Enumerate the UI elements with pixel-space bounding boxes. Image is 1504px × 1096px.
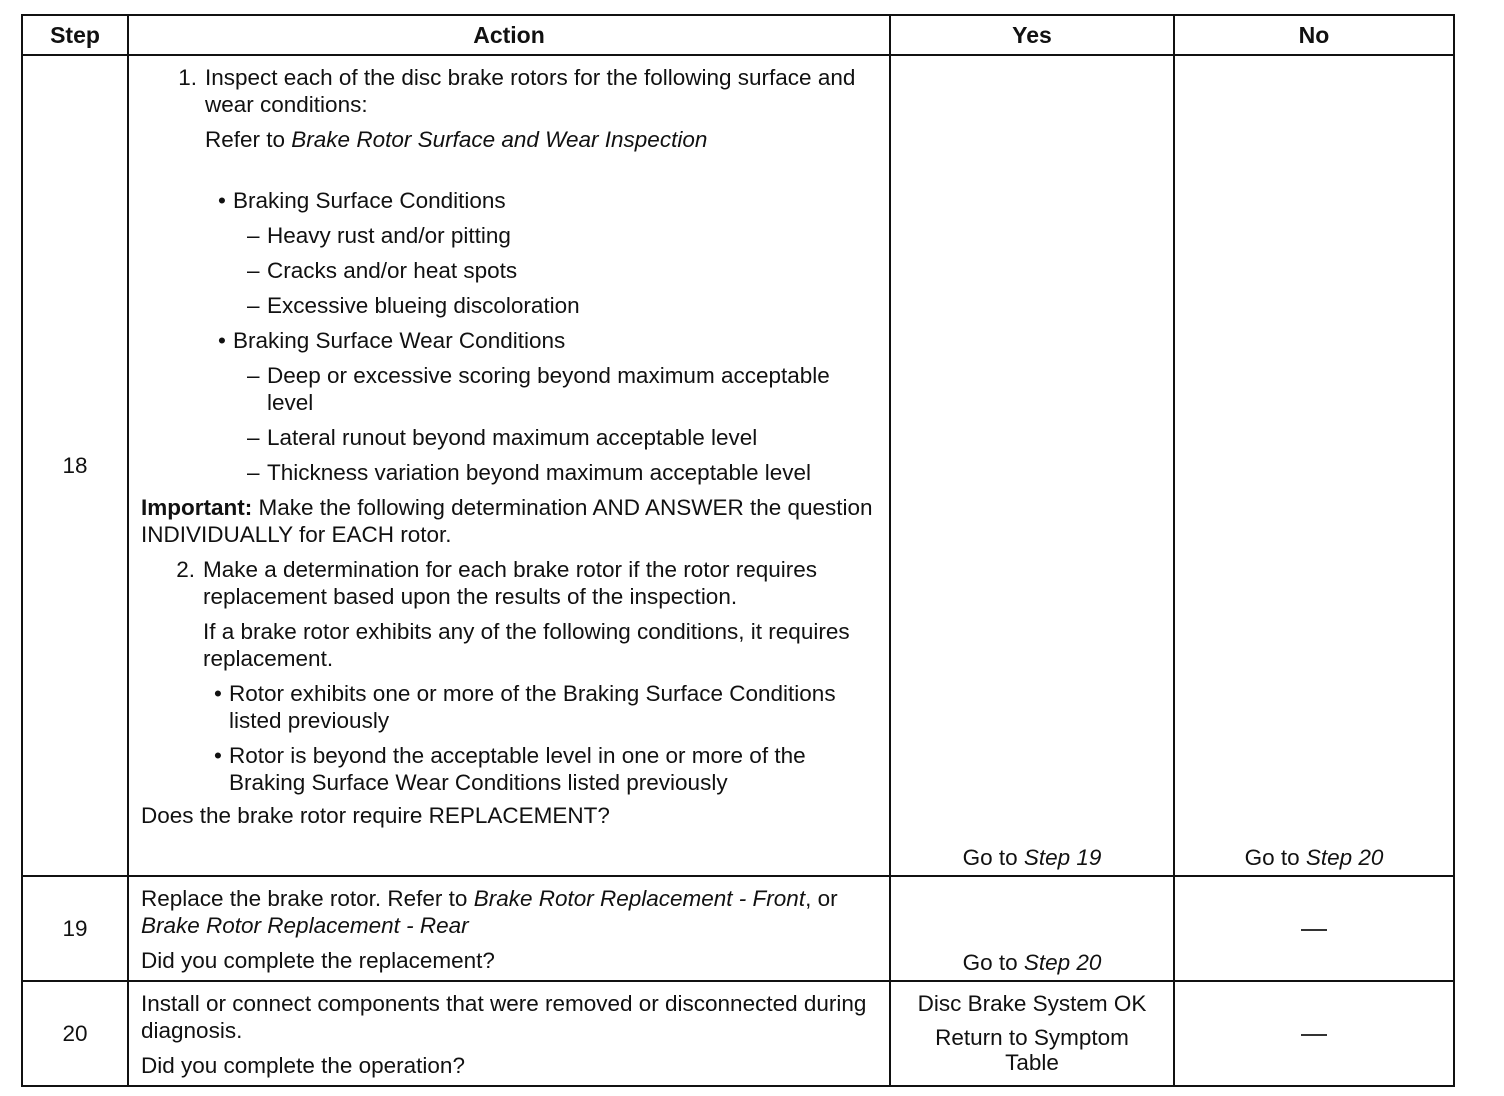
- bullet-icon: •: [214, 681, 222, 706]
- yes-cell: Go to Step 19: [890, 55, 1174, 876]
- question: Does the brake rotor require REPLACEMENT?: [141, 803, 610, 828]
- question: Did you complete the operation?: [141, 1053, 465, 1078]
- rear-rotor-replacement-link[interactable]: Brake Rotor Replacement - Rear: [141, 913, 469, 938]
- bullet-icon: •: [218, 328, 226, 353]
- header-action: Action: [128, 15, 890, 55]
- yes-cell: [890, 981, 1174, 1086]
- item-text: Make a determination for each brake rotor if the rotor requires replacement based upon the results of the inspection.: [203, 557, 818, 609]
- yes-cell: Go to Step 20: [890, 876, 1174, 981]
- no-cell: Go to Step 20: [1174, 55, 1454, 876]
- bullet-item: • Braking Surface Conditions: [211, 187, 879, 214]
- step-18-row: [22, 55, 1454, 876]
- sub-item: – Heavy rust and/or pitting: [247, 223, 511, 248]
- important-note: Important: Make the following determination AND ANSWER the question INDIVIDUALLY for EACH rotor.: [141, 495, 873, 547]
- dash-icon: –: [247, 223, 260, 248]
- sub-item: – Thickness variation beyond maximum acceptable level: [247, 460, 812, 485]
- question: Did you complete the replacement?: [141, 948, 495, 973]
- header-step: Step: [22, 15, 128, 55]
- bullet-icon: •: [214, 743, 222, 768]
- go-to-step-20-link[interactable]: Step 20: [1305, 845, 1384, 870]
- item-number: 1.: [178, 65, 197, 90]
- header-yes: Yes: [890, 15, 1174, 55]
- go-to-step-19-link[interactable]: Step 19: [1023, 845, 1102, 870]
- item-text: Inspect each of the disc brake rotors for the following surface and wear conditions:: [205, 65, 856, 117]
- reference-line: Refer to Brake Rotor Surface and Wear Inspection: [205, 127, 708, 152]
- no-cell: [1174, 876, 1454, 981]
- bullet-item: • Braking Surface Wear Conditions: [211, 327, 879, 354]
- sub-item: – Lateral runout beyond maximum acceptable level: [247, 425, 758, 450]
- numbered-item-2: [161, 556, 879, 796]
- header-row: [22, 15, 1454, 55]
- dash-icon: –: [247, 258, 260, 283]
- bullet-item: • Rotor is beyond the acceptable level in one or more of the Braking Surface Wear Conditions listed previously: [207, 742, 879, 796]
- reference-link[interactable]: Brake Rotor Surface and Wear Inspection: [291, 127, 708, 152]
- item-number: 2.: [176, 557, 195, 582]
- step-number: 20: [22, 981, 128, 1086]
- step-number: 19: [22, 876, 128, 981]
- sub-item: – Excessive blueing discoloration: [247, 293, 580, 318]
- go-to-step-20-link[interactable]: Step 20: [1023, 950, 1102, 975]
- condition-text: If a brake rotor exhibits any of the following conditions, it requires replacement.: [203, 619, 850, 671]
- step-20-row: [22, 981, 1454, 1086]
- bullet-icon: •: [218, 188, 226, 213]
- dash-icon: –: [247, 363, 260, 388]
- return-to-symptom-table-link[interactable]: Return to Symptom Table: [935, 1025, 1129, 1075]
- system-ok-text: Disc Brake System OK: [917, 991, 1147, 1016]
- no-cell: [1174, 981, 1454, 1086]
- dash-icon: –: [247, 460, 260, 485]
- front-rotor-replacement-link[interactable]: Brake Rotor Replacement - Front: [473, 886, 806, 911]
- no-value-dash: [1301, 1034, 1327, 1036]
- dash-icon: –: [247, 293, 260, 318]
- step-20-action: [128, 981, 890, 1086]
- no-value-dash: [1301, 929, 1327, 931]
- step-19-action: [128, 876, 890, 981]
- step-number: 18: [22, 55, 128, 876]
- diagnostic-table: [21, 14, 1455, 1087]
- header-no: No: [1174, 15, 1454, 55]
- step-19-row: [22, 876, 1454, 981]
- dash-icon: –: [247, 425, 260, 450]
- important-label: Important:: [141, 495, 253, 520]
- sub-item: – Deep or excessive scoring beyond maximum acceptable level: [247, 363, 830, 415]
- numbered-item-1: [163, 64, 879, 486]
- action-text: Install or connect components that were removed or disconnected during diagnosis.: [141, 991, 867, 1043]
- bullet-item: • Rotor exhibits one or more of the Braking Surface Conditions listed previously: [207, 680, 879, 734]
- step-18-action: [128, 55, 890, 876]
- sub-item: – Cracks and/or heat spots: [247, 258, 518, 283]
- action-text: Replace the brake rotor. Refer to Brake Rotor Replacement - Front, or Brake Rotor Replacement - Rear: [141, 886, 838, 938]
